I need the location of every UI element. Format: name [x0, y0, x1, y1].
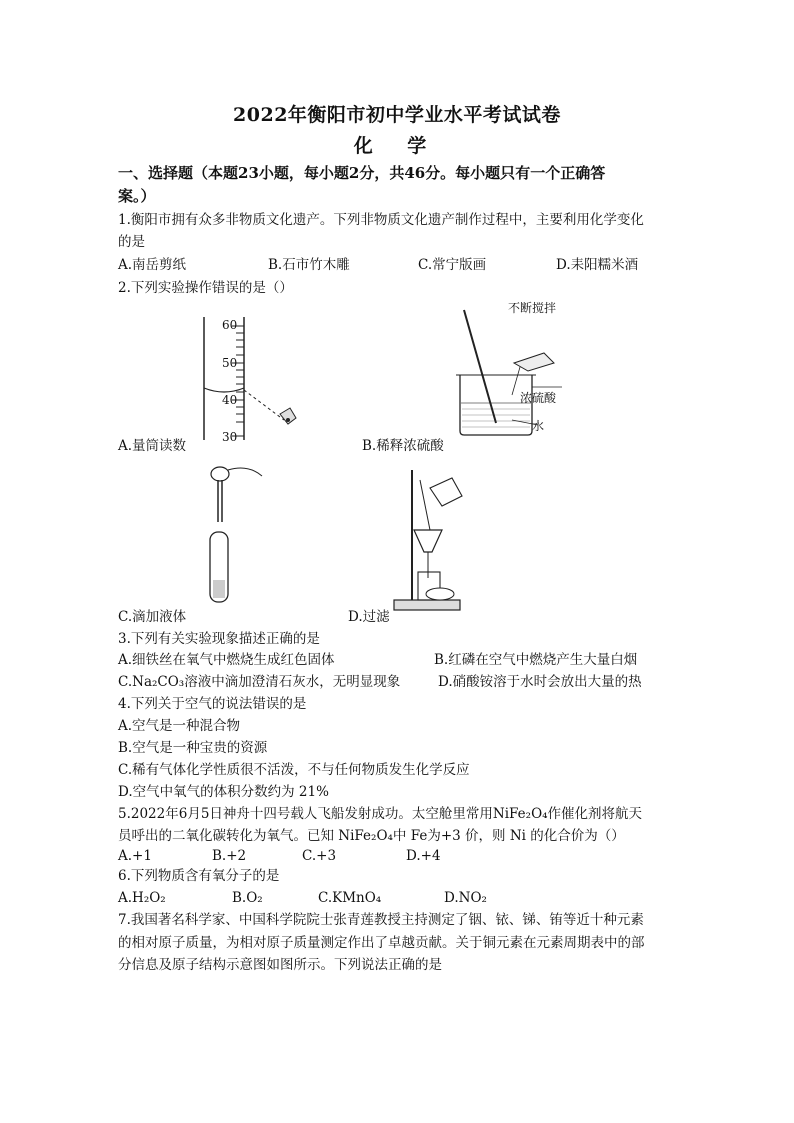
cylinder-tick-40: 40 — [222, 393, 238, 407]
cylinder-tick-50: 50 — [222, 356, 238, 370]
q7-stem-line1: 7.我国著名科学家、中国科学院院士张青莲教授主持测定了铟、铱、锑、铕等近十种元素 — [118, 912, 644, 928]
label-stir-constantly: 不断搅拌 — [508, 301, 557, 315]
q7-stem-line3: 分信息及原子结构示意图如图所示。下列说法正确的是 — [118, 957, 442, 973]
graduated-cylinder-figure — [196, 312, 316, 442]
cylinder-tick-30: 30 — [222, 430, 238, 444]
q4-option-d: D.空气中氧气的体积分数约为 21% — [118, 784, 329, 800]
q2-option-d: D.过滤 — [348, 609, 390, 625]
label-water: 水 — [532, 419, 545, 433]
q5-stem-line1: 5.2022年6月5日神舟十四号载人飞船发射成功。太空舱里常用NiFe₂O₄作催化剂将航天 — [118, 806, 643, 822]
q3-option-a: A.细铁丝在氧气中燃烧生成红色固体 — [118, 652, 335, 668]
q6-stem: 6.下列物质含有氧分子的是 — [118, 868, 280, 884]
q1-option-d: D.耒阳糯米酒 — [556, 257, 639, 273]
dilution-figure — [452, 305, 572, 435]
q5-option-c: C.+3 — [302, 848, 337, 864]
q3-stem: 3.下列有关实验现象描述正确的是 — [118, 631, 320, 647]
q4-option-a: A.空气是一种混合物 — [118, 718, 241, 734]
q1-stem-line1: 1.衡阳市拥有众多非物质文化遗产。下列非物质文化遗产制作过程中，主要利用化学变化 — [118, 212, 644, 228]
q6-option-d: D.NO₂ — [444, 890, 487, 906]
q1-stem-line2: 的是 — [118, 234, 145, 250]
q5-stem-line2: 员呼出的二氧化碳转化为氧气。已知 NiFe₂O₄中 Fe为+3 价，则 Ni 的化合价为（） — [118, 828, 625, 844]
q5-option-a: A.+1 — [118, 848, 152, 864]
q6-option-b: B.O₂ — [232, 890, 263, 906]
q4-option-c: C.稀有气体化学性质很不活泼，不与任何物质发生化学反应 — [118, 762, 470, 778]
q1-option-c: C.常宁版画 — [418, 257, 487, 273]
dropper-figure — [200, 462, 280, 607]
q2-stem: 2.下列实验操作错误的是（） — [118, 280, 293, 296]
q6-option-c: C.KMnO₄ — [318, 890, 382, 906]
q6-option-a: A.H₂O₂ — [118, 890, 166, 906]
q2-option-c: C.滴加液体 — [118, 609, 187, 625]
q4-option-b: B.空气是一种宝贵的资源 — [118, 740, 268, 756]
q4-stem: 4.下列关于空气的说法错误的是 — [118, 696, 307, 712]
q3-option-c: C.Na₂CO₃溶液中滴加澄清石灰水，无明显现象 — [118, 674, 401, 690]
q3-option-b: B.红磷在空气中燃烧产生大量白烟 — [434, 652, 638, 668]
q1-option-a: A.南岳剪纸 — [118, 257, 187, 273]
q5-option-b: B.+2 — [212, 848, 247, 864]
q1-option-b: B.石市竹木雕 — [268, 257, 350, 273]
label-concentrated-sulfuric-acid: 浓硫酸 — [520, 391, 557, 405]
filtration-figure — [390, 460, 480, 620]
section-heading-line1: 一、选择题（本题23小题，每小题2分，共46分。每小题只有一个正确答 — [118, 164, 606, 182]
q5-option-d: D.+4 — [406, 848, 441, 864]
q7-stem-line2: 的相对原子质量，为相对原子质量测定作出了卓越贡献。关于铜元素在元素周期表中的部 — [118, 935, 645, 951]
exam-subject: 化 学 — [353, 135, 441, 157]
cylinder-tick-60: 60 — [222, 318, 238, 332]
q2-option-a: A.量筒读数 — [118, 438, 187, 454]
q3-option-d: D.硝酸铵溶于水时会放出大量的热 — [438, 674, 642, 690]
section-heading-line2: 案。） — [118, 187, 156, 205]
q2-option-b: B.稀释浓硫酸 — [362, 438, 444, 454]
exam-title: 2022年衡阳市初中学业水平考试试卷 — [233, 104, 561, 126]
